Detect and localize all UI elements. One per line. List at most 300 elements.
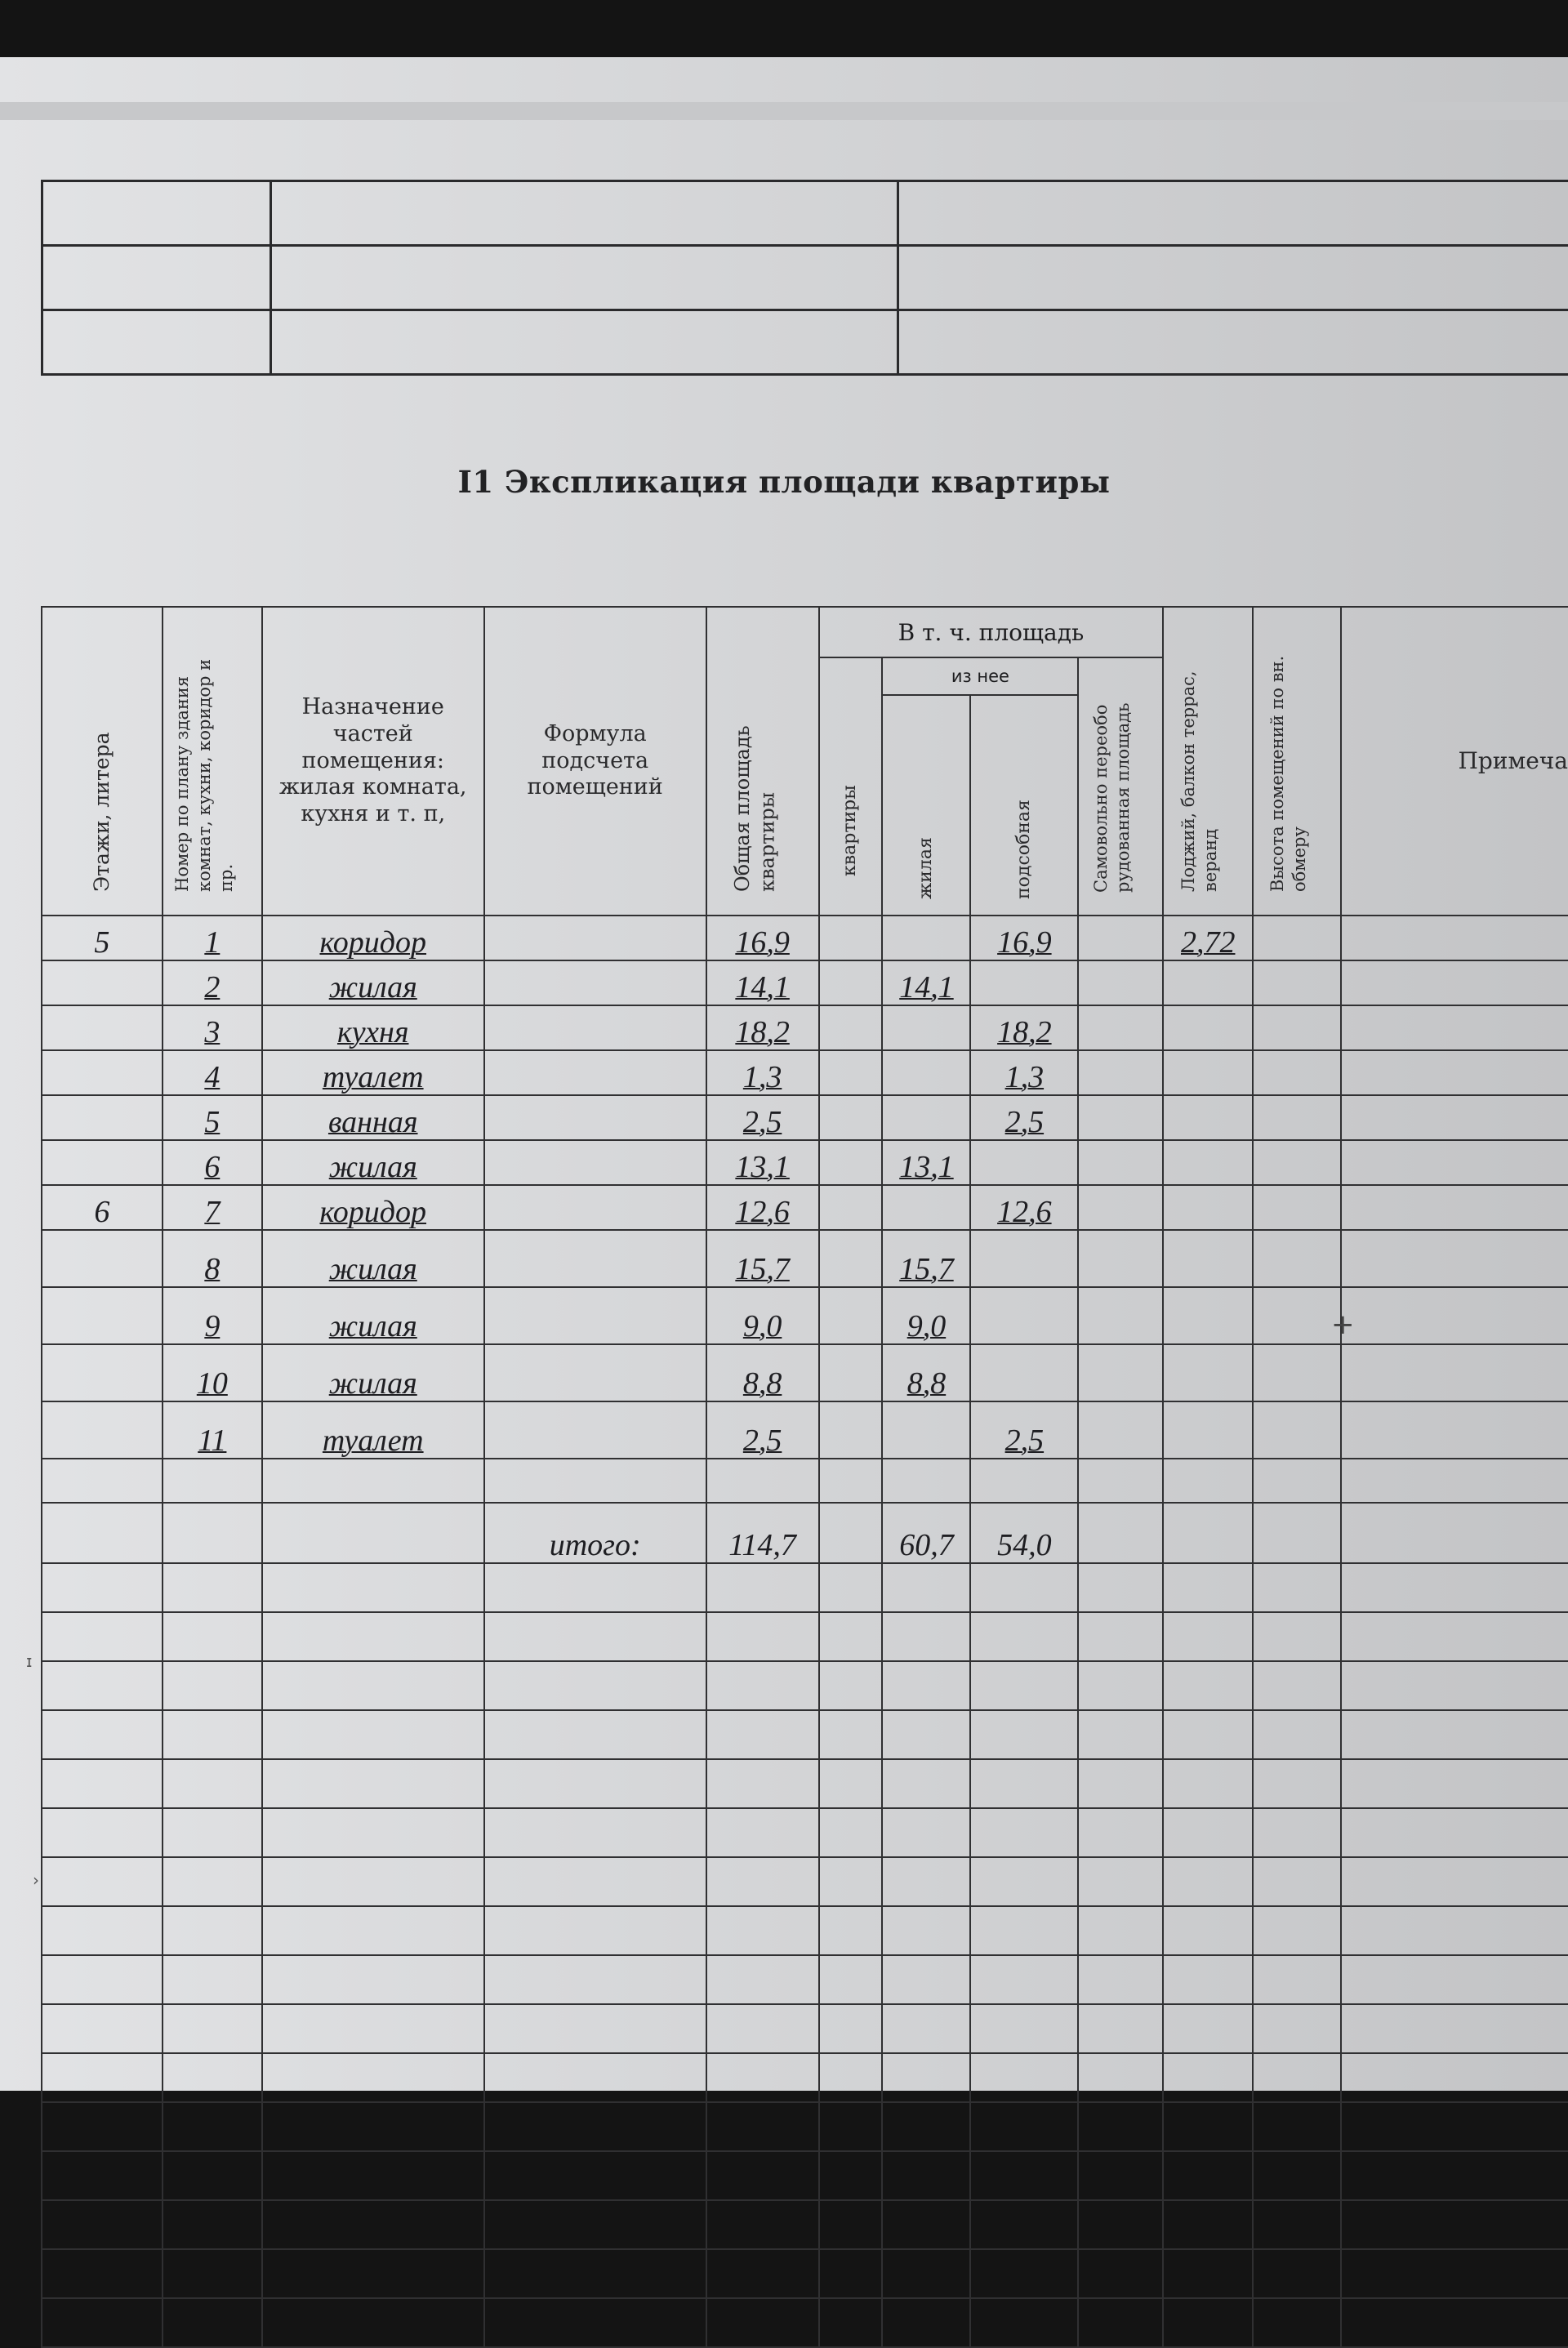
cell-purpose: [262, 1095, 484, 1140]
cell-purpose: [262, 960, 484, 1005]
empty-cell: [819, 1710, 883, 1759]
cell-loggia: [1078, 1185, 1163, 1230]
cell-text: 2,5: [742, 1424, 782, 1459]
table-row: [42, 960, 1568, 1005]
empty-cell: [163, 2102, 262, 2151]
empty-cell: [1253, 1661, 1341, 1710]
header-apartment: квартиры: [819, 657, 883, 916]
empty-cell: [1078, 1710, 1163, 1759]
cell-note: [1341, 1230, 1568, 1287]
totals-cell-height: [1163, 1503, 1253, 1563]
empty-cell: [882, 2151, 970, 2200]
cell-aux: [970, 1140, 1078, 1185]
empty-cell: [163, 2004, 262, 2053]
cell-text: 11: [198, 1424, 227, 1459]
cell-text: 16,9: [997, 925, 1052, 960]
cell-apartment: [819, 1140, 883, 1185]
empty-row: [42, 2151, 1568, 2200]
cell-aux: [970, 1185, 1078, 1230]
cell-text: 9: [204, 1309, 220, 1344]
cell-unauth: [1253, 1344, 1341, 1401]
empty-cell: [1341, 1612, 1568, 1661]
cell-purpose: [262, 1401, 484, 1459]
empty-cell: [970, 1563, 1078, 1612]
empty-cell: [882, 1612, 970, 1661]
cell-aux: [970, 1401, 1078, 1459]
cell-unauth: [1253, 1401, 1341, 1459]
cell-aux: [970, 1095, 1078, 1140]
empty-cell: [1078, 2151, 1163, 2200]
empty-cell: [484, 2249, 706, 2298]
empty-row: [42, 2298, 1568, 2347]
empty-cell: [970, 1710, 1078, 1759]
empty-cell: [970, 2102, 1078, 2151]
cell-total: [706, 960, 819, 1005]
header-incl-area: В т. ч. площадь: [819, 607, 1164, 657]
empty-cell: [262, 2053, 484, 2102]
empty-cell: [706, 2004, 819, 2053]
empty-cell: [1253, 1612, 1341, 1661]
cell-total: [706, 1230, 819, 1287]
empty-row: [42, 1661, 1568, 1710]
cell-text: коридор: [319, 1195, 427, 1230]
cell-height: [1163, 1140, 1253, 1185]
empty-cell: [1253, 2249, 1341, 2298]
cell-formula: [484, 1230, 706, 1287]
cell-text: 2: [204, 970, 220, 1005]
cell-living: [882, 1005, 970, 1050]
empty-row: [42, 1459, 1568, 1503]
cell-formula: [484, 960, 706, 1005]
empty-row: [42, 2102, 1568, 2151]
cell-loggia: [1078, 1050, 1163, 1095]
empty-row: [42, 1612, 1568, 1661]
empty-cell: [1341, 1906, 1568, 1955]
cell-total: [706, 1344, 819, 1401]
empty-cell: [1163, 1459, 1253, 1503]
header-unauthorized: Самовольно переобо рудованная площадь: [1078, 657, 1163, 916]
empty-cell: [163, 1759, 262, 1808]
cell-text: 5: [94, 925, 110, 960]
empty-cell: [484, 2298, 706, 2347]
table-row: [42, 1185, 1568, 1230]
cell-living: [882, 960, 970, 1005]
header-floor: Этажи, литера: [42, 607, 163, 916]
empty-cell: [819, 1459, 883, 1503]
empty-cell: [484, 1563, 706, 1612]
empty-cell: [1163, 2102, 1253, 2151]
empty-cell: [262, 2249, 484, 2298]
cell-text: 14,1: [899, 970, 954, 1005]
cell-text: 7: [204, 1195, 220, 1230]
empty-cell: [1253, 1710, 1341, 1759]
empty-cell: [1341, 2151, 1568, 2200]
empty-cell: [882, 1710, 970, 1759]
cell-apartment: [819, 1185, 883, 1230]
cell-note: [1341, 1095, 1568, 1140]
cell-purpose: [262, 1050, 484, 1095]
cell-text: 5: [204, 1105, 220, 1140]
cell-aux: [970, 1344, 1078, 1401]
cell-aux: [970, 1230, 1078, 1287]
empty-cell: [819, 1906, 883, 1955]
cell-formula: [484, 1344, 706, 1401]
empty-row: [42, 1955, 1568, 2004]
cell-height: [1163, 1185, 1253, 1230]
header-auxiliary: подсобная: [970, 695, 1078, 916]
empty-cell: [970, 2151, 1078, 2200]
cell-loggia: [1078, 960, 1163, 1005]
empty-cell: [42, 1661, 163, 1710]
empty-cell: [706, 1710, 819, 1759]
cell-text: 2,5: [1004, 1424, 1045, 1459]
cell-living: [882, 1401, 970, 1459]
cell-text: 2,72: [1180, 925, 1236, 960]
empty-cell: [1163, 2249, 1253, 2298]
page-title: I1 Экспликация площади квартиры: [457, 464, 1111, 500]
explication-table: [41, 606, 1568, 2348]
totals-cell-aux: [970, 1503, 1078, 1563]
empty-cell: [706, 1612, 819, 1661]
cell-floor: [42, 1050, 163, 1095]
empty-cell: [42, 2004, 163, 2053]
cell-height: [1163, 1050, 1253, 1095]
header-room-no: Номер по плану здания комнат, кухни, коридор и пр.: [163, 607, 262, 916]
empty-cell: [882, 1759, 970, 1808]
cell-aux: [970, 916, 1078, 960]
empty-cell: [42, 1857, 163, 1906]
empty-cell: [819, 2298, 883, 2347]
empty-cell: [262, 2004, 484, 2053]
empty-cell: [1253, 2151, 1341, 2200]
cell-total: [706, 1185, 819, 1230]
empty-cell: [1253, 2298, 1341, 2347]
cell-floor: [42, 916, 163, 960]
header-height: Высота помещений по вн. обмеру: [1253, 607, 1341, 916]
empty-cell: [484, 2004, 706, 2053]
cell-text: 1,3: [742, 1060, 782, 1095]
cell-text: 8,8: [906, 1366, 947, 1401]
empty-cell: [484, 2151, 706, 2200]
cell-height: [1163, 1095, 1253, 1140]
cell-text: 9,0: [742, 1309, 782, 1344]
empty-cell: [163, 1906, 262, 1955]
cell-text: жилая: [328, 1366, 417, 1401]
cell-text: жилая: [328, 1309, 417, 1344]
empty-cell: [1078, 1955, 1163, 2004]
empty-cell: [42, 1459, 163, 1503]
empty-cell: [1341, 1563, 1568, 1612]
table-row: [42, 916, 1568, 960]
empty-cell: [1163, 1563, 1253, 1612]
empty-cell: [1078, 1759, 1163, 1808]
empty-cell: [484, 1759, 706, 1808]
cell-total: [706, 1005, 819, 1050]
cell-text: 1: [204, 925, 220, 960]
cell-no: [163, 1344, 262, 1401]
empty-cell: [262, 1661, 484, 1710]
empty-cell: [262, 1563, 484, 1612]
empty-cell: [1163, 1612, 1253, 1661]
cell-note: [1341, 1140, 1568, 1185]
empty-cell: [42, 2151, 163, 2200]
cell-unauth: [1253, 1050, 1341, 1095]
cell-height: [1163, 916, 1253, 960]
empty-cell: [819, 2102, 883, 2151]
empty-cell: [706, 1857, 819, 1906]
cell-floor: [42, 1401, 163, 1459]
empty-cell: [1341, 2102, 1568, 2151]
empty-cell: [1078, 2249, 1163, 2298]
totals-cell-note: [1341, 1503, 1568, 1563]
empty-cell: [882, 1808, 970, 1857]
empty-cell: [819, 1955, 883, 2004]
cell-apartment: [819, 1230, 883, 1287]
cell-text: 15,7: [735, 1252, 790, 1287]
empty-cell: [819, 2151, 883, 2200]
cell-text: 1,3: [1004, 1060, 1045, 1095]
cell-text: жилая: [328, 1252, 417, 1287]
cell-living: [882, 1095, 970, 1140]
empty-cell: [1163, 2298, 1253, 2347]
empty-cell: [262, 2151, 484, 2200]
cell-text: 8: [204, 1252, 220, 1287]
empty-cell: [882, 2004, 970, 2053]
cell-height: [1163, 1401, 1253, 1459]
empty-cell: [1163, 1661, 1253, 1710]
empty-cell: [1163, 1857, 1253, 1906]
empty-cell: [970, 2249, 1078, 2298]
cell-note: [1341, 1287, 1568, 1344]
empty-cell: [1078, 2200, 1163, 2249]
empty-row: [42, 2249, 1568, 2298]
empty-cell: [262, 1759, 484, 1808]
empty-cell: [1341, 1759, 1568, 1808]
cell-text: 3: [204, 1015, 220, 1050]
empty-cell: [42, 1563, 163, 1612]
empty-cell: [1341, 1710, 1568, 1759]
empty-cell: [706, 1906, 819, 1955]
cell-text: 12,6: [997, 1195, 1052, 1230]
cell-loggia: [1078, 1401, 1163, 1459]
cell-no: [163, 1401, 262, 1459]
empty-row: [42, 1906, 1568, 1955]
scan-band: [0, 102, 1568, 120]
empty-cell: [1341, 2298, 1568, 2347]
cell-height: [1163, 1287, 1253, 1344]
cell-unauth: [1253, 1140, 1341, 1185]
empty-cell: [262, 1857, 484, 1906]
cell-unauth: [1253, 1185, 1341, 1230]
cell-no: [163, 916, 262, 960]
totals-cell-purpose: [262, 1503, 484, 1563]
cell-formula: [484, 1401, 706, 1459]
cell-floor: [42, 1095, 163, 1140]
cell-aux: [970, 1005, 1078, 1050]
empty-cell: [262, 2102, 484, 2151]
header-purpose: Назначение частей помещения: жилая комната, кухня и т. п,: [262, 607, 484, 916]
empty-cell: [1341, 2004, 1568, 2053]
cell-floor: [42, 1005, 163, 1050]
cell-text: 14,1: [735, 970, 790, 1005]
totals-text: 54,0: [997, 1528, 1052, 1563]
empty-cell: [706, 2200, 819, 2249]
cell-purpose: [262, 1185, 484, 1230]
table-row: [42, 1140, 1568, 1185]
cell-text: жилая: [328, 970, 417, 1005]
cell-text: 2,5: [742, 1105, 782, 1140]
empty-cell: [484, 1955, 706, 2004]
empty-cell: [42, 1710, 163, 1759]
empty-cell: [1078, 1857, 1163, 1906]
empty-cell: [1341, 1857, 1568, 1906]
cell-note: [1341, 1185, 1568, 1230]
empty-cell: [163, 2249, 262, 2298]
cell-text: 8,8: [742, 1366, 782, 1401]
cell-total: [706, 916, 819, 960]
empty-cell: [484, 1710, 706, 1759]
empty-cell: [484, 2200, 706, 2249]
empty-cell: [1253, 2004, 1341, 2053]
totals-row: [42, 1503, 1568, 1563]
empty-row: [42, 1808, 1568, 1857]
empty-cell: [882, 1955, 970, 2004]
cell-unauth: [1253, 960, 1341, 1005]
empty-cell: [1078, 1906, 1163, 1955]
cell-text: туалет: [322, 1060, 424, 1095]
cell-text: 6: [204, 1150, 220, 1185]
cell-text: туалет: [322, 1424, 424, 1459]
cell-total: [706, 1401, 819, 1459]
empty-cell: [484, 1661, 706, 1710]
empty-cell: [42, 2200, 163, 2249]
cell-loggia: [1078, 1005, 1163, 1050]
cell-apartment: [819, 1287, 883, 1344]
cell-purpose: [262, 1230, 484, 1287]
empty-cell: [706, 2249, 819, 2298]
empty-cell: [1253, 1906, 1341, 1955]
empty-cell: [163, 1857, 262, 1906]
empty-cell: [42, 2102, 163, 2151]
empty-cell: [970, 1661, 1078, 1710]
empty-cell: [1341, 2200, 1568, 2249]
empty-cell: [42, 2053, 163, 2102]
cell-formula: [484, 1005, 706, 1050]
empty-cell: [882, 1857, 970, 1906]
empty-cell: [1341, 2249, 1568, 2298]
empty-cell: [819, 2004, 883, 2053]
empty-cell: [484, 1459, 706, 1503]
cell-text: жилая: [328, 1150, 417, 1185]
cell-aux: [970, 1050, 1078, 1095]
cell-text: 6: [94, 1195, 110, 1230]
cell-loggia: [1078, 1287, 1163, 1344]
empty-cell: [1163, 1955, 1253, 2004]
table-row: [42, 1050, 1568, 1095]
cell-apartment: [819, 1095, 883, 1140]
cell-no: [163, 1050, 262, 1095]
table-row: [42, 1005, 1568, 1050]
empty-cell: [1163, 2004, 1253, 2053]
empty-cell: [706, 1563, 819, 1612]
empty-cell: [706, 2298, 819, 2347]
cell-loggia: [1078, 1095, 1163, 1140]
empty-cell: [819, 1661, 883, 1710]
cell-floor: [42, 1344, 163, 1401]
empty-cell: [1078, 1563, 1163, 1612]
empty-cell: [1341, 1808, 1568, 1857]
empty-cell: [42, 1906, 163, 1955]
empty-cell: [1078, 2053, 1163, 2102]
empty-cell: [819, 2200, 883, 2249]
totals-text: 114,7: [728, 1528, 796, 1563]
cell-aux: [970, 960, 1078, 1005]
cell-loggia: [1078, 1344, 1163, 1401]
empty-cell: [1253, 1759, 1341, 1808]
empty-cell: [1341, 1661, 1568, 1710]
empty-cell: [1253, 2102, 1341, 2151]
empty-row: [42, 1857, 1568, 1906]
cell-living: [882, 1185, 970, 1230]
cell-note: [1341, 1005, 1568, 1050]
previous-section-table: [41, 180, 1568, 376]
empty-cell: [882, 1459, 970, 1503]
cell-unauth: [1253, 1095, 1341, 1140]
margin-mark: ›: [33, 1870, 39, 1890]
cell-floor: [42, 1287, 163, 1344]
empty-cell: [1163, 2151, 1253, 2200]
empty-cell: [1341, 1459, 1568, 1503]
cell-purpose: [262, 916, 484, 960]
empty-cell: [970, 2053, 1078, 2102]
cell-note: [1341, 1344, 1568, 1401]
empty-cell: [1253, 1857, 1341, 1906]
empty-cell: [1341, 2053, 1568, 2102]
cell-text: 15,7: [899, 1252, 954, 1287]
empty-cell: [882, 1906, 970, 1955]
table-row: [42, 1401, 1568, 1459]
cell-no: [163, 1095, 262, 1140]
cell-loggia: [1078, 1140, 1163, 1185]
cell-living: [882, 1287, 970, 1344]
empty-cell: [163, 1710, 262, 1759]
cell-formula: [484, 1287, 706, 1344]
empty-cell: [262, 2298, 484, 2347]
totals-cell-floor: [42, 1503, 163, 1563]
cell-apartment: [819, 1050, 883, 1095]
empty-cell: [262, 1612, 484, 1661]
cell-text: 2,5: [1004, 1105, 1045, 1140]
cell-height: [1163, 1230, 1253, 1287]
empty-cell: [970, 2298, 1078, 2347]
cell-aux: [970, 1287, 1078, 1344]
cell-apartment: [819, 916, 883, 960]
empty-cell: [970, 1857, 1078, 1906]
table-row: [42, 1230, 1568, 1287]
empty-row: [42, 2004, 1568, 2053]
empty-cell: [163, 2151, 262, 2200]
cell-text: кухня: [336, 1015, 409, 1050]
header-total-area: Общая площадь квартиры: [706, 607, 819, 916]
cell-text: 16,9: [735, 925, 790, 960]
empty-cell: [1253, 2053, 1341, 2102]
empty-cell: [262, 1906, 484, 1955]
cell-apartment: [819, 1344, 883, 1401]
empty-cell: [819, 2053, 883, 2102]
header-formula: Формула подсчета помещений: [484, 607, 706, 916]
cell-unauth: [1253, 916, 1341, 960]
empty-row: [42, 1710, 1568, 1759]
